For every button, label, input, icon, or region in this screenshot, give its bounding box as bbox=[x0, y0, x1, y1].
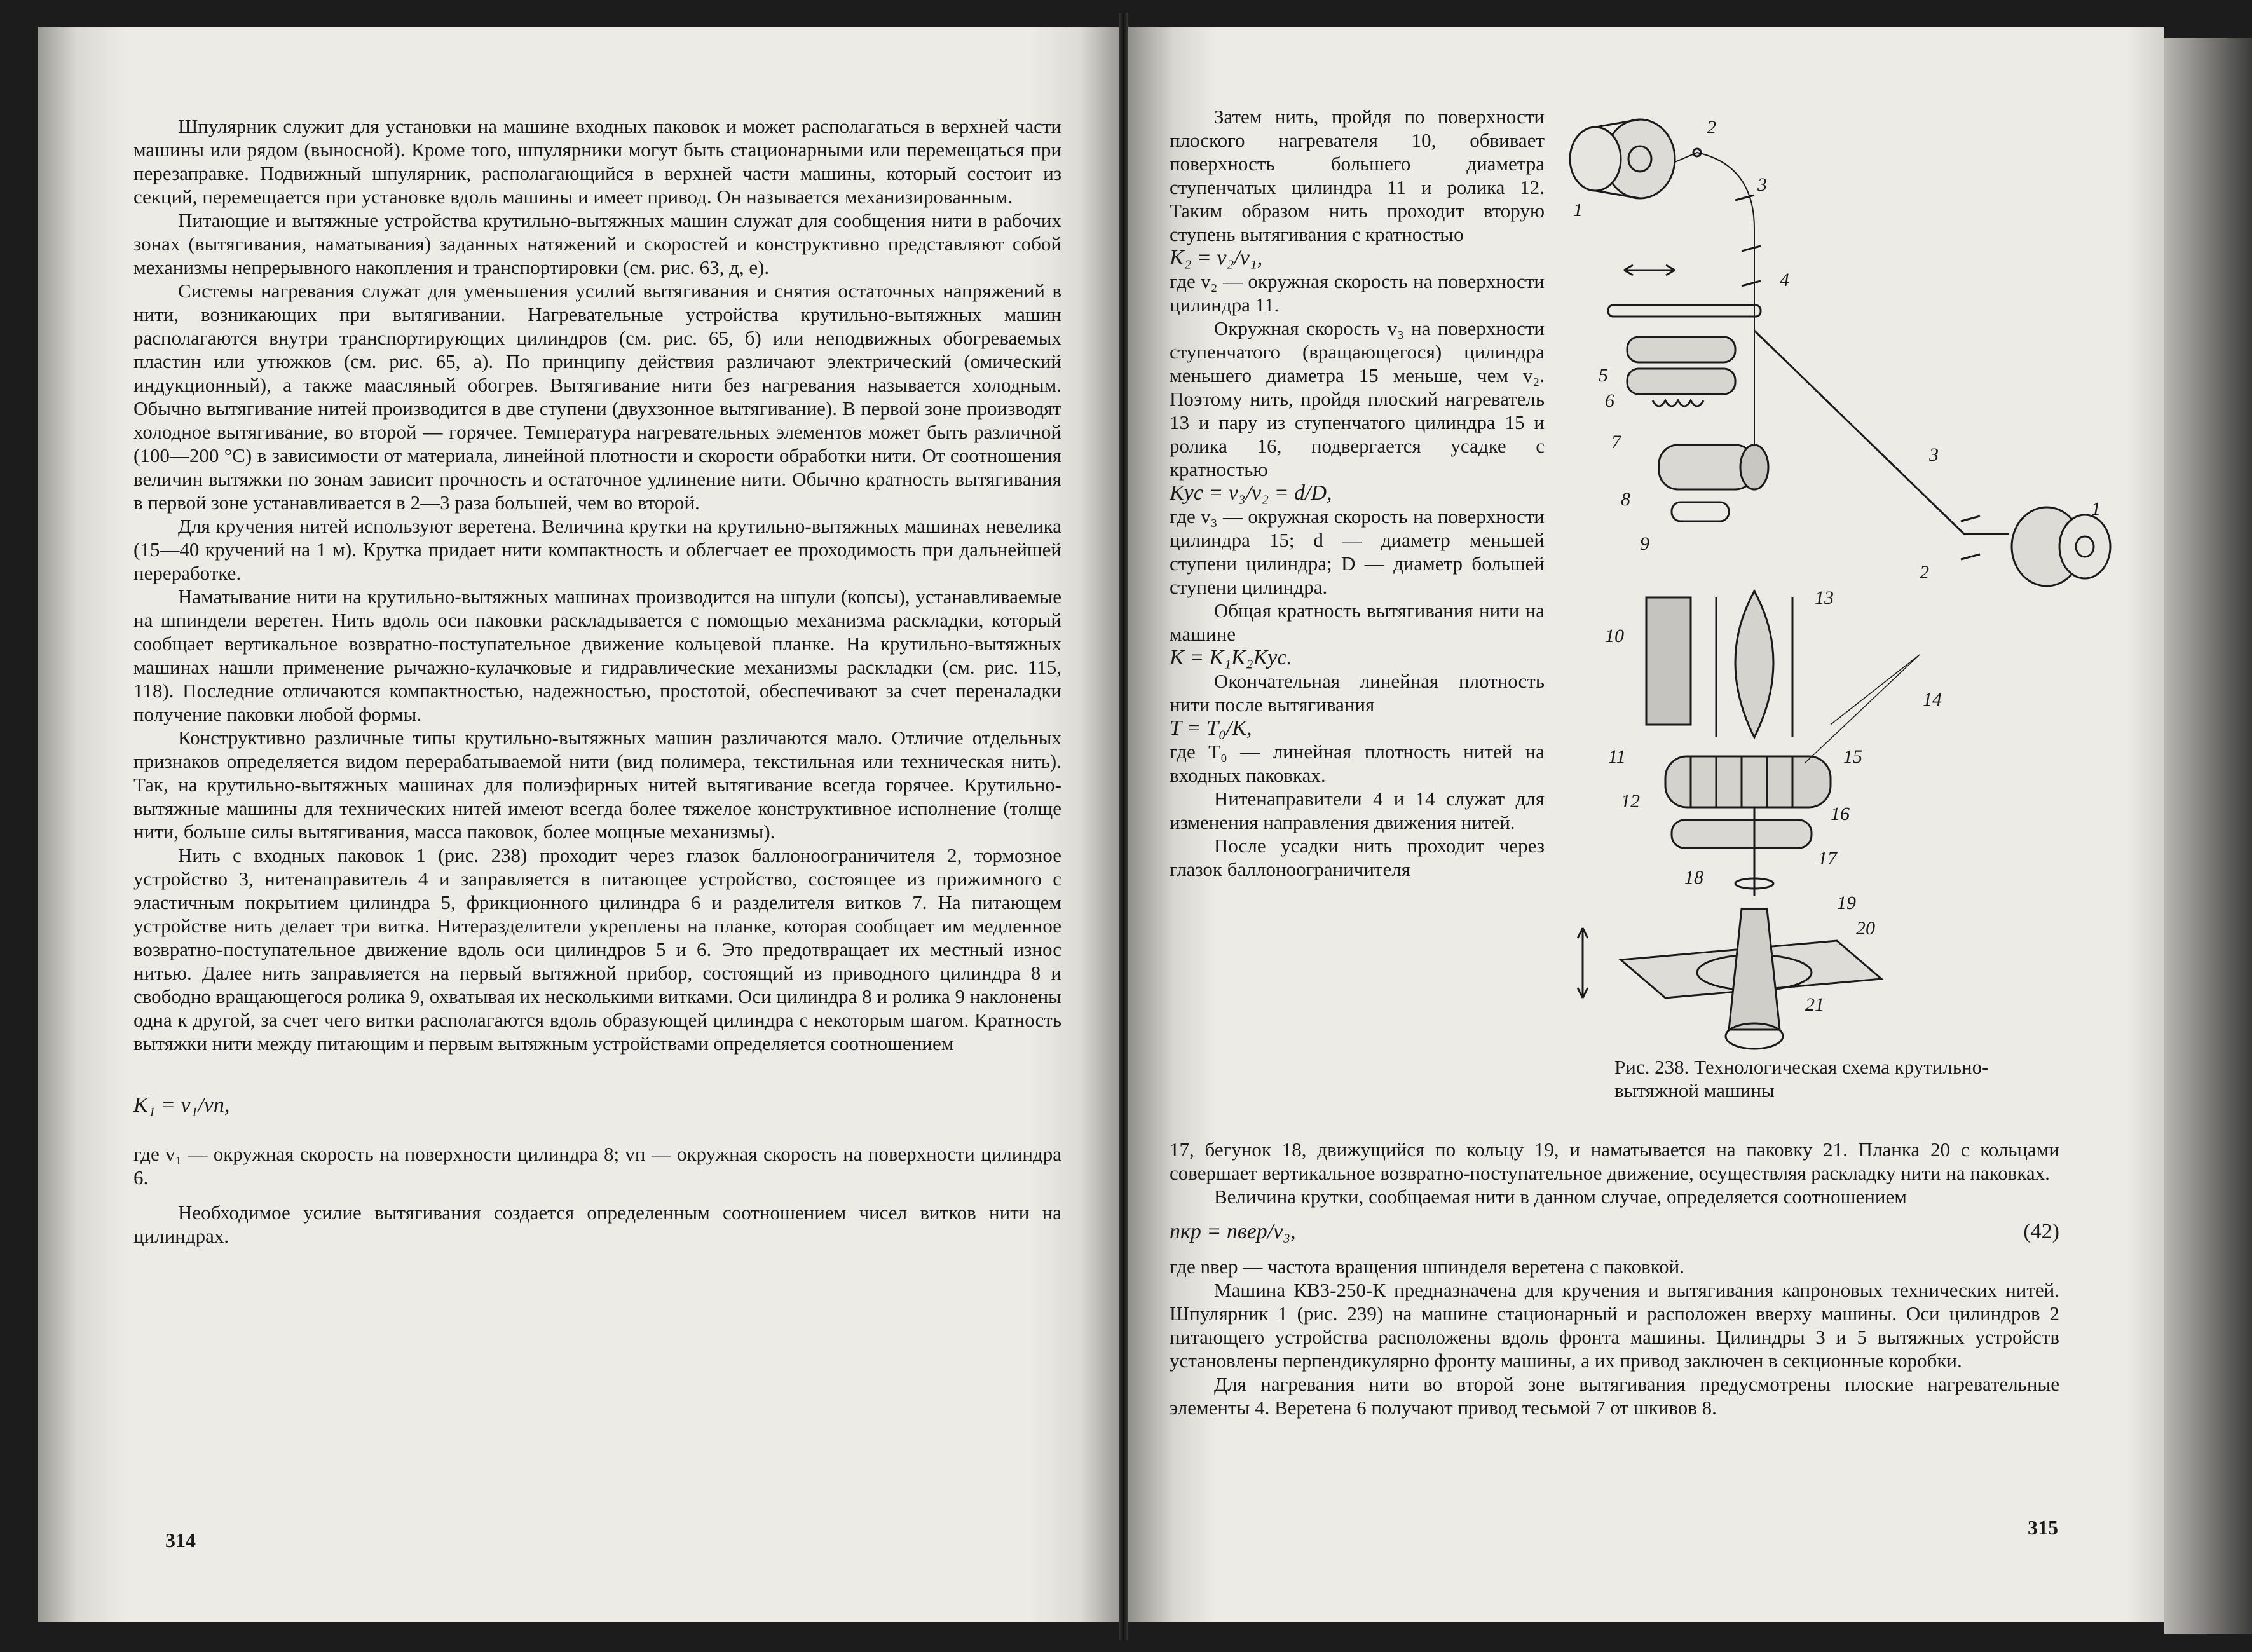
paragraph: Окружная скорость v₃ на поверхности ступенчатого (вращающегося) цилиндра меньшего диаметра 15 меньше, чем v₂. Поэтому нить, пройдя плоский нагреватель 13 и пару из ступенчатого цилиндра 15 и ролика 16, подвергается усадке с кратностью bbox=[1170, 317, 1545, 481]
formula: K = K₁K₂Kус. bbox=[1170, 646, 1292, 669]
right-page-full-width-text bbox=[1170, 1138, 2059, 1419]
heater-icon bbox=[1646, 597, 1691, 725]
figure-label: 19 bbox=[1837, 892, 1856, 913]
figure-label: 2 bbox=[1920, 562, 1929, 583]
figure-label: 21 bbox=[1805, 994, 1824, 1015]
figure-label: 20 bbox=[1856, 918, 1875, 939]
figure-label: 3 bbox=[1929, 444, 1939, 465]
formula-k1: K₁ = v₁/vп, bbox=[133, 1093, 230, 1117]
paragraph: где v₃ — окружная скорость на поверхности цилиндра 15; d — диаметр меньшей ступени цилиндра; D — диаметр большей ступени цилиндра. bbox=[1170, 505, 1545, 598]
page-number-right: 315 bbox=[2028, 1516, 2058, 1539]
page-edge-shadow bbox=[2164, 38, 2252, 1634]
paragraph: Машина КВЗ-250-К предназначена для кручения и вытягивания капроновых технических нитей. Шпулярник 1 (рис. 239) на машине стационарный и расположен вверху машины. Оси цилиндров 2 питающего устройства расположены вдоль фронта машины. Цилиндры 3 и 5 вытяжных устройств установлены перпендикулярно фронту машины, а их привод заключен в секционные коробки. bbox=[1170, 1279, 2059, 1372]
figure-label: 7 bbox=[1611, 432, 1621, 453]
figure-label: 11 bbox=[1608, 746, 1626, 767]
feed-rollers-icon bbox=[1608, 305, 1761, 406]
paragraph: где nвер — частота вращения шпинделя веретена с паковкой. bbox=[1170, 1255, 1684, 1278]
figure-caption: Рис. 238. Технологическая схема крутильно-вытяжной машины bbox=[1614, 1056, 1989, 1102]
ring-rail-icon bbox=[1621, 909, 1881, 1049]
figure-label: 14 bbox=[1923, 689, 1942, 710]
paragraph: Окончательная линейная плотность нити после вытягивания bbox=[1170, 670, 1545, 716]
figure-238-diagram bbox=[1564, 102, 2123, 1068]
paragraph: где v₂ — окружная скорость на поверхности цилиндра 11. bbox=[1170, 270, 1545, 316]
figure-label: 16 bbox=[1831, 803, 1850, 824]
paragraph: Системы нагревания служат для уменьшения усилий вытягивания и снятия остаточных напряжений в нити, возникающих при вытягивании. Нагревательные устройства крутильно-вытяжных машин располагаются внутри транспортирующих цилиндров (см. рис. 65, б) или неподвижных обогреваемых пластин или утюжков (см. рис. 65, а). По принципу действия различают электрический (омический индукционный), а также маасляный обогрев. Вытягивание нити без нагревания называется холодным. Обычно вытягивание нитей производится в две ступени (двухзонное вытягивание). В первой зоне производят холодное вытягивание, во второй — горячее. Температура нагревательных элементов может быть различной (100—200 °С) в зависимости от материала, линейной плотности и скорости обработки нити. От соотношения величин вытяжки по зонам зависит прочность и остаточное удлинение нити. Обычно кратность вытягивания в первой зоне устанавливается в 2—3 раза большей, чем во второй. bbox=[133, 280, 1061, 514]
figure-label: 18 bbox=[1684, 867, 1703, 888]
figure-label: 2 bbox=[1707, 117, 1716, 138]
paragraph: Затем нить, пройдя по поверхности плоского нагревателя 10, обвивает поверхность большего диаметра ступенчатых цилиндра 11 и ролика 12. Таким образом нить проходит вторую ступень вытягивания с кратностью bbox=[1170, 106, 1545, 245]
paragraph: Шпулярник служит для установки на машине входных паковок и может располагаться в верхней части машины или рядом (выносной). Кроме того, шпулярники могут быть стационарными или перемещаться при перезаправке. Подвижный шпулярник, располагающийся в верхней части машины, который состоит из секций, перемещается при установке вдоль машины и имеет привод. Он называется механизированным. bbox=[133, 115, 1061, 208]
paragraph: Для нагревания нити во второй зоне вытягивания предусмотрены плоские нагревательные элементы 4. Веретена 6 получают привод тесьмой 7 от шкивов 8. bbox=[1170, 1373, 2059, 1419]
right-page-narrow-column bbox=[1170, 105, 1545, 881]
figure-label: 4 bbox=[1780, 270, 1789, 290]
paragraph: Для кручения нитей используют веретена. Величина крутки на крутильно-вытяжных машинах невелика (15—40 кручений на 1 м). Крутка придает нити компактность и облегчает ее проходимость при дальнейшей переработке. bbox=[133, 515, 1061, 584]
figure-label: 12 bbox=[1621, 791, 1640, 812]
paragraph: где T₀ — линейная плотность нитей на входных паковках. bbox=[1170, 741, 1545, 786]
paragraph: 17, бегунок 18, движущийся по кольцу 19, и наматывается на паковку 21. Планка 20 с кольцами совершает вертикальное возвратно-поступательное движение, осуществляя раскладку нити на паковках. bbox=[1170, 1138, 2059, 1184]
formula: nкр = nвер/v₃, bbox=[1170, 1220, 1296, 1243]
paragraph: Нить с входных паковок 1 (рис. 238) проходит через глазок баллоноограничителя 2, тормозное устройство 3, нитенаправитель 4 и заправляется в питающее устройство, состоящее из прижимного с эластичным покрытием цилиндра 5, фрикционного цилиндра 6 и разделителя витков 7. На питающем устройстве нить делает три витка. Нитеразделители укреплены на планке, которая сообщает им медленное возвратно-поступательное движение вдоль оси цилиндров 5 и 6. Это предотвращает их местный износ нитью. Далее нить заправляется на первый вытяжной прибор, состоящий из приводного цилиндра 8 и свободно вращающегося ролика 9, охватывая их несколькими витками. Оси цилиндра 8 и ролика 9 наклонены одна к другой, за счет чего витки располагаются вдоль образующей цилиндра с некоторым шагом. Кратность вытяжки нити между питающим и первым вытяжным устройствами определяется соотношением bbox=[133, 844, 1061, 1055]
paragraph: Питающие и вытяжные устройства крутильно-вытяжных машин служат для сообщения нити в рабочих зонах (вытягивания, наматывания) заданных натяжений и скоростей и конструктивно представляют собой механизмы непрерывного накопления и транспортировки (см. рис. 63, д, е). bbox=[133, 209, 1061, 278]
formula: T = T₀/K, bbox=[1170, 716, 1252, 740]
stepped-cylinder-icon bbox=[1665, 756, 1831, 848]
page-number-left: 314 bbox=[165, 1529, 196, 1552]
formula: K₂ = v₂/v₁, bbox=[1170, 246, 1263, 270]
figure-label: 10 bbox=[1605, 625, 1624, 646]
numbered-formula bbox=[1170, 1220, 2059, 1243]
paragraph: Общая кратность вытягивания нити на машине bbox=[1170, 599, 1545, 645]
figure-label: 9 bbox=[1640, 533, 1649, 554]
figure-label: 5 bbox=[1599, 365, 1608, 386]
figure-label: 6 bbox=[1605, 390, 1614, 411]
draw-cylinder-icon bbox=[1659, 445, 1768, 521]
figure-label: 17 bbox=[1818, 848, 1837, 869]
paragraph: Наматывание нити на крутильно-вытяжных машинах производится на шпули (копсы), устанавливаемые на шпиндели веретен. Нить вдоль оси паковки раскладывается с помощью механизма раскладки, который сообщает вертикальное возвратно-поступательное движение кольцевой планке. На крутильно-вытяжных машинах нашли применение рычажно-кулачковые и гидравлические механизмы раскладки (см. рис. 115, 118). Последние отличаются компактностью, надежностью, простотой, обеспечивают за счет переналадки получение паковки любой формы. bbox=[133, 585, 1061, 725]
book-gutter bbox=[1119, 13, 1128, 1640]
figure-label: 15 bbox=[1843, 746, 1862, 767]
paragraph: Нитенаправители 4 и 14 служат для изменения направления движения нитей. bbox=[1170, 788, 1545, 833]
paragraph: Величина крутки, сообщаемая нити в данном случае, определяется соотношением bbox=[1214, 1185, 1907, 1208]
paragraph: После усадки нить проходит через глазок баллоноограничителя bbox=[1170, 835, 1545, 880]
paragraph: Конструктивно различные типы крутильно-вытяжных машин различаются мало. Отличие отдельных признаков определяется видом перерабатываемой нити (вид полимера, текстильная или техническая нить). Так, на крутильно-вытяжных машинах для полиэфирных нитей вытягивание всегда горячее. Крутильно-вытяжные машины для технических нитей имеют всегда более тяжелое конструктивное исполнение (толще нити, больше силы вытягивания, масса паковок, более мощные механизмы). bbox=[133, 727, 1061, 843]
figure-label: 1 bbox=[1573, 200, 1583, 221]
figure-label: 13 bbox=[1815, 587, 1834, 608]
figure-label: 1 bbox=[2091, 498, 2101, 519]
supply-package-icon bbox=[1570, 119, 1675, 198]
paragraph: где v₁ — окружная скорость на поверхности цилиндра 8; vп — окружная скорость на поверхности цилиндра 6. bbox=[133, 1143, 1061, 1189]
left-page-text bbox=[133, 114, 1061, 1248]
formula: Kус = v₃/v₂ = d/D, bbox=[1170, 481, 1332, 505]
paragraph: Необходимое усилие вытягивания создается определенным соотношением чисел витков нити на цилиндрах. bbox=[133, 1201, 1061, 1247]
formula-number: (42) bbox=[2023, 1220, 2059, 1243]
figure-label: 3 bbox=[1757, 174, 1767, 195]
figure-label: 8 bbox=[1621, 489, 1630, 510]
